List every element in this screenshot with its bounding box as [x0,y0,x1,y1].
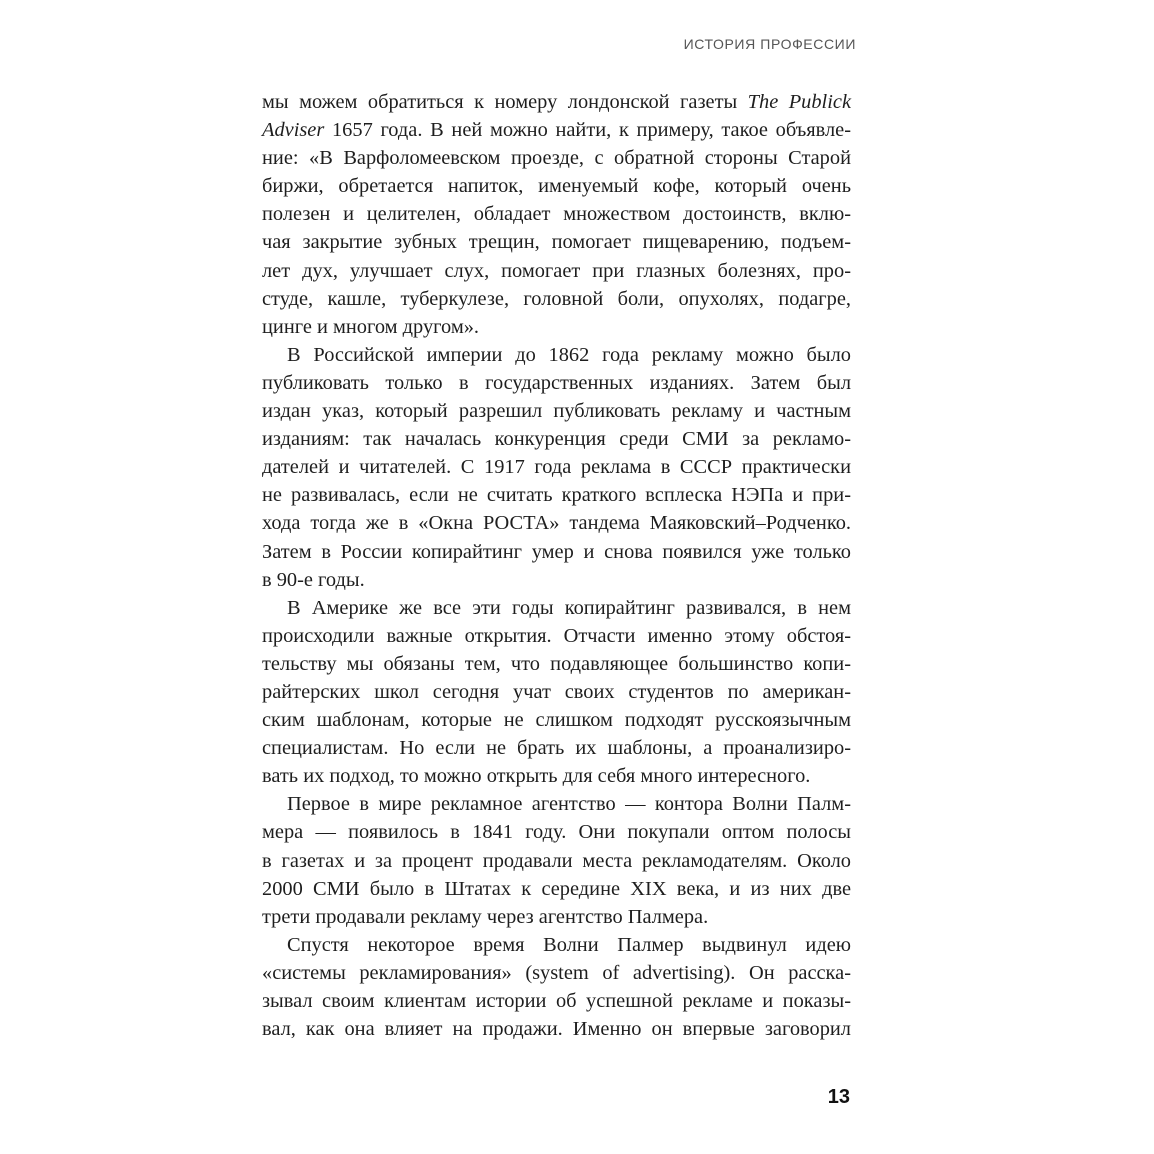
text-line [262,566,851,594]
text-run: Затем в России копирайтинг умер и снова появился уже только [262,540,851,563]
text-run: издан указ, который разрешил публиковать рекламу и частным [262,400,851,423]
text-run: ние: «В Варфоломеевском проезде, с обратной стороны Старой [262,147,851,170]
text-line [262,116,851,144]
text-line [262,622,851,650]
text-line [262,594,851,622]
text-line [262,650,851,678]
text-run: происходили важные открытия. Отчасти именно этому обстоя- [262,624,851,647]
text-line [262,228,851,256]
text-line [262,144,851,172]
italic-title: The Publick [747,91,851,113]
text-run: В Российской империи до 1862 года рекламу можно было [287,343,851,366]
text-run: ским шаблонам, которые не слишком подходят русскоязычным [262,709,851,732]
text-run: 2000 СМИ было в Штатах к середине XIX века, и из них две [262,877,851,900]
text-line [262,172,851,200]
text-run: В Америке же все эти годы копирайтинг развивался, в нем [287,596,851,619]
text-line [262,425,851,453]
text-line [262,818,851,846]
text-line [262,706,851,734]
body-text [262,88,851,1043]
text-run: мы можем обратиться к номеру лондонской газеты [262,91,748,113]
text-run: зывал своим клиентам истории об успешной рекламе и показы- [262,990,851,1012]
text-line [262,88,851,116]
text-line [262,959,851,987]
text-line [262,734,851,762]
text-line [262,313,851,341]
paragraph [262,790,851,930]
text-line [262,481,851,509]
paragraph [262,88,851,341]
text-run: райтерских школ сегодня учат своих студентов по американ- [262,680,851,703]
text-run: мера — появилось в 1841 году. Они покупали оптом полосы [262,821,851,844]
text-line [262,285,851,313]
text-line [262,903,851,931]
text-line [262,257,851,285]
text-run: специалистам. Но если не брать их шаблоны, а проанализиро- [262,737,851,760]
text-line [262,538,851,566]
paragraph [262,594,851,791]
text-run: биржи, обретается напиток, именуемый кофе, который очень [262,175,851,198]
text-run: 1657 года. В ней можно найти, к примеру, такое объявле- [324,119,851,142]
text-run: «системы рекламирования» (system of advertising). Он расска- [262,961,851,984]
text-run: Первое в мире рекламное агентство — контора Волни Палм- [287,793,851,816]
text-line [262,200,851,228]
text-run: не развивалась, если не считать краткого всплеска НЭПа и при- [262,484,851,507]
text-run: изданиям: так началась конкуренция среди СМИ за рекламо- [262,428,851,451]
text-run: дателей и читателей. С 1917 года реклама в СССР практически [262,456,851,479]
text-run: вать их подход, то можно открыть для себя много интересного. [262,765,811,788]
text-run: чая закрытие зубных трещин, помогает пищеварению, подъем- [262,231,851,254]
text-run: вал, как она влияет на продажи. Именно он впервые заговорил [262,1018,851,1041]
running-head: ИСТОРИЯ ПРОФЕССИИ [683,36,856,52]
text-line [262,369,851,397]
text-line [262,509,851,537]
text-run: цинге и многом другом». [262,315,480,338]
text-run: лет дух, улучшает слух, помогает при глазных болезнях, про- [262,259,851,282]
text-line [262,678,851,706]
text-run: тельству мы обязаны тем, что подавляющее большинство копи- [262,652,851,675]
text-line [262,397,851,425]
text-run: Спустя некоторое время Волни Палмер выдвинул идею [287,933,851,956]
italic-title: Adviser [262,119,325,142]
text-run: публиковать только в государственных изданиях. Затем был [262,371,851,394]
text-line [262,790,851,818]
text-run: в газетах и за процент продавали места рекламодателям. Около [262,849,851,872]
text-line [262,762,851,790]
text-line [262,987,851,1015]
text-run: трети продавали рекламу через агентство Палмера. [262,905,709,928]
text-run: в 90-е годы. [262,568,365,591]
text-run: полезен и целителен, обладает множеством достоинств, вклю- [262,203,851,226]
paragraph [262,341,851,594]
text-line [262,931,851,959]
text-line [262,1015,851,1043]
text-run: хода тогда же в «Окна РОСТА» тандема Маяковский–Родченко. [262,512,851,535]
paragraph [262,931,851,1043]
text-line [262,847,851,875]
page-number: 13 [827,1086,850,1108]
text-line [262,341,851,369]
text-line [262,875,851,903]
text-line [262,453,851,481]
text-run: студе, кашле, туберкулезе, головной боли, опухолях, подагре, [262,287,851,310]
